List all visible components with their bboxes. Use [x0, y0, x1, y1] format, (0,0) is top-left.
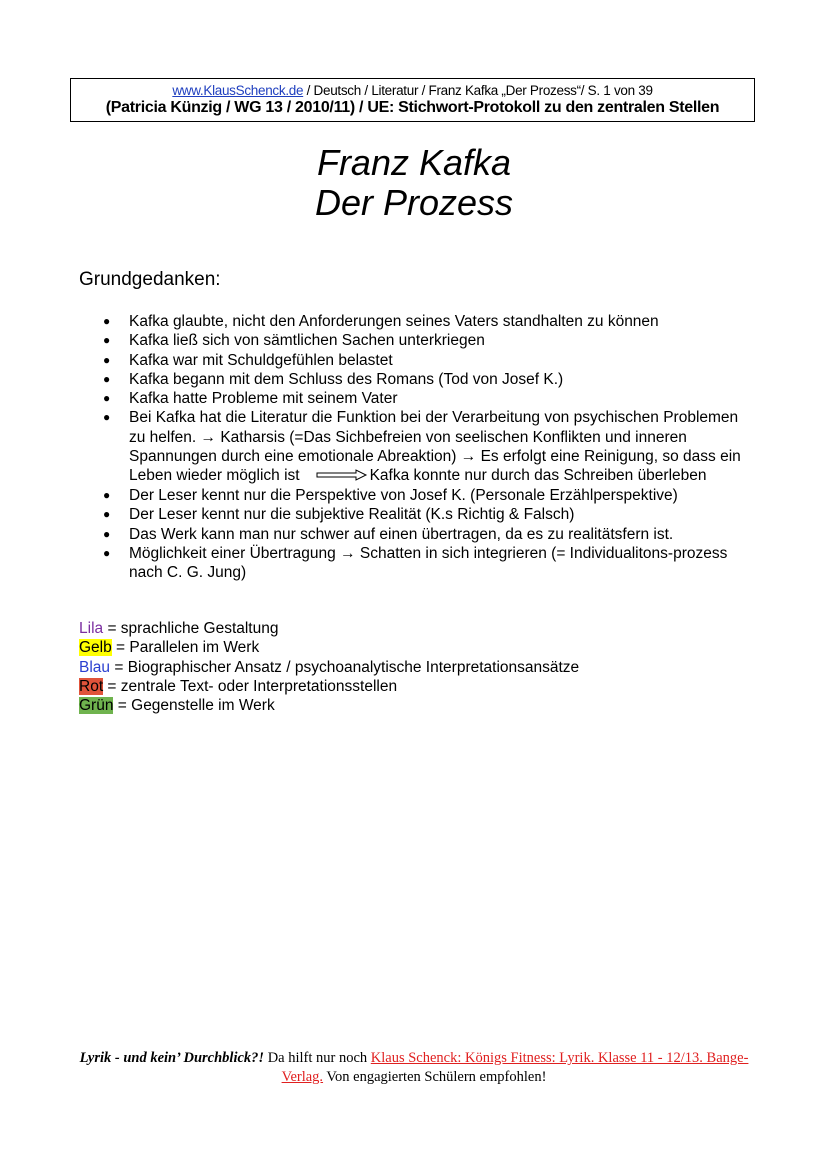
header-line	[71, 83, 754, 98]
footer-mid: Da hilft nur noch	[264, 1050, 371, 1066]
title-author: Franz Kafka	[316, 142, 512, 183]
list-item: ● Kafka hatte Probleme mit seinem Vater	[79, 389, 749, 408]
document-header	[70, 78, 755, 122]
list-item: ● Möglichkeit einer Übertragung → Schatten in sich integrieren (= Individualitons-prozess nach C. G. Jung)	[79, 544, 749, 583]
legend-text: = zentrale Text- oder Interpretationsstellen	[103, 677, 398, 695]
right-arrow-outline-icon	[316, 467, 368, 486]
legend-row-blau	[79, 658, 579, 677]
list-item-text: Kafka konnte nur durch das Schreiben überleben	[369, 467, 707, 485]
legend-key: Blau	[79, 658, 111, 676]
list-item-text: Bei Kafka hat die Literatur die Funktion bei der Verarbeitung von psychischen Problemen zu helfen. → Katharsis (=Das Sichbefreien von seelischen Konflikten und inneren Spannungen durch eine emotionale Abreaktion) → Es erfolgt eine Reinigung, so dass ein Leben wieder möglich ist	[129, 409, 741, 485]
section-heading: Grundgedanken:	[79, 269, 221, 290]
title-work: Der Prozess	[314, 182, 514, 223]
list-item: ● Kafka ließ sich von sämtlichen Sachen unterkriegen	[79, 331, 749, 350]
legend-text: = Parallelen im Werk	[111, 639, 260, 657]
legend-row-gelb	[79, 638, 579, 657]
legend-key: Rot	[79, 677, 104, 695]
site-link[interactable]: www.KlausSchenck.de	[172, 83, 304, 98]
footer-book-link[interactable]: Klaus Schenck: Königs Fitness: Lyrik. Klasse 11 - 12/13. Bange-Verlag.	[281, 1050, 749, 1085]
legend-row-rot	[79, 677, 579, 696]
list-item: ● Der Leser kennt nur die Perspektive von Josef K. (Personale Erzählperspektive)	[79, 486, 749, 505]
breadcrumb: / Deutsch / Literatur / Franz Kafka „Der Prozess“/ S. 1 von 39	[303, 83, 653, 98]
legend-key: Gelb	[79, 639, 112, 657]
list-item	[79, 408, 749, 485]
header-subtitle: (Patricia Künzig / WG 13 / 2010/11) / UE: Stichwort-Protokoll zu den zentralen Stellen	[105, 99, 720, 116]
legend-text: = sprachliche Gestaltung	[103, 620, 279, 637]
legend-text: = Biographischer Ansatz / psychoanalytische Interpretationsansätze	[110, 658, 580, 676]
legend-row-lila	[79, 619, 579, 638]
legend-key: Grün	[79, 697, 114, 715]
color-legend	[79, 619, 579, 715]
footer-lead: Lyrik - und kein’ Durchblick?!	[79, 1050, 265, 1066]
page-title	[0, 143, 828, 223]
list-item: ● Kafka war mit Schuldgefühlen belastet	[79, 351, 749, 370]
list-item: ● Kafka glaubte, nicht den Anforderungen seines Vaters standhalten zu können	[79, 312, 749, 331]
legend-key: Lila	[79, 620, 104, 637]
list-item: ● Das Werk kann man nur schwer auf einen übertragen, da es zu realitätsfern ist.	[79, 525, 749, 544]
list-item: ● Kafka begann mit dem Schluss des Romans (Tod von Josef K.)	[79, 370, 749, 389]
legend-text: = Gegenstelle im Werk	[113, 697, 275, 715]
bullet-list	[79, 312, 749, 582]
footer-tail: Von engagierten Schülern empfohlen!	[323, 1069, 547, 1085]
list-item: ● Der Leser kennt nur die subjektive Realität (K.s Richtig & Falsch)	[79, 505, 749, 524]
footer	[60, 1049, 768, 1087]
legend-row-gruen	[79, 696, 579, 715]
